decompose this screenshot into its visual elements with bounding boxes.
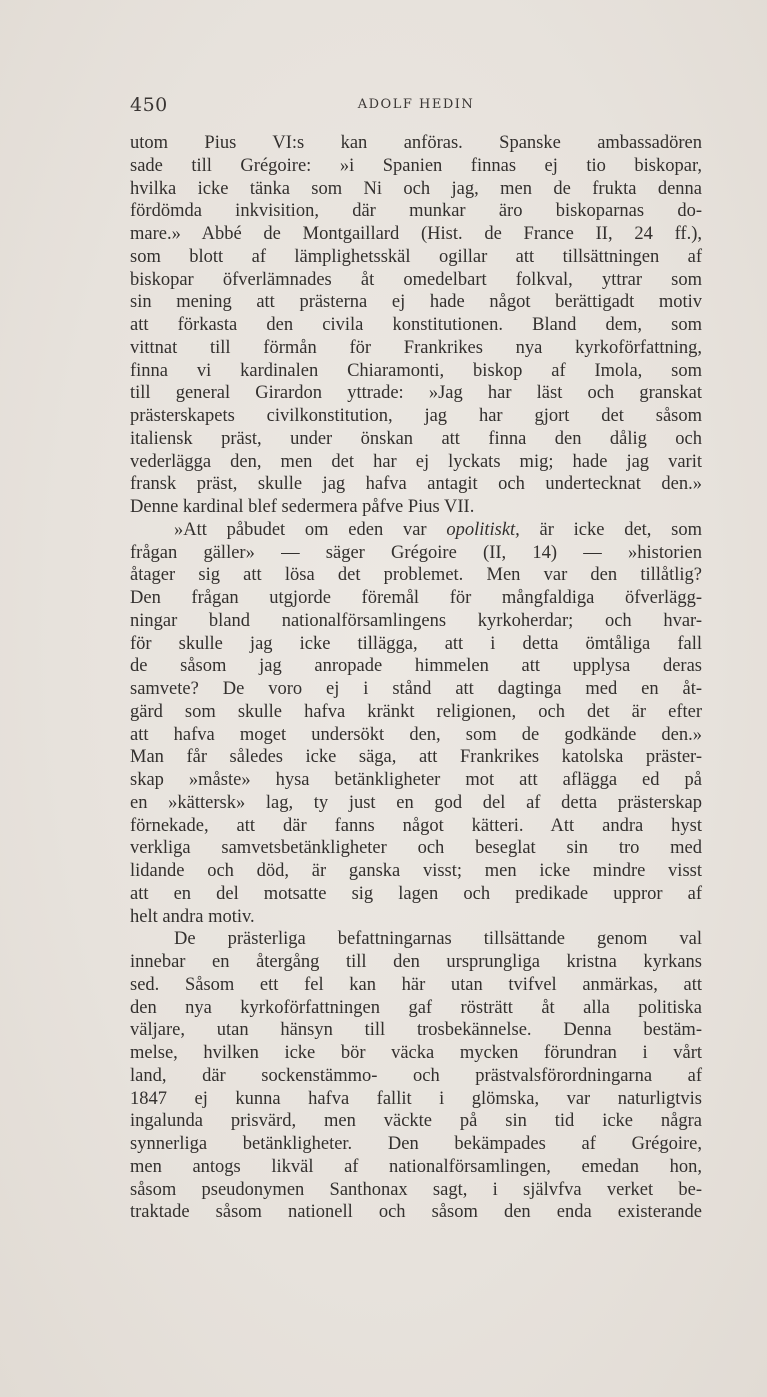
- text-line: ningar bland nationalförsamlingens kyrkoherdar; och hvar-: [130, 610, 702, 631]
- text-line: utom Pius VI:s kan anföras. Spanske ambassadören: [130, 133, 702, 153]
- text-line: samvete? De voro ej i stånd att dagtinga med en åt-: [130, 679, 702, 699]
- text-line: mare.» Abbé de Montgaillard (Hist. de France II, 24 ff.),: [130, 224, 702, 244]
- text-line: som blott af lämplighetsskäl ogillar att tillsättningen af: [130, 246, 702, 267]
- text-line: att en del motsatte sig lagen och predikade uppror af: [130, 883, 702, 904]
- text-line: melse, hvilken icke bör väcka mycken förundran i vårt: [130, 1043, 702, 1063]
- text-line: väljare, utan hänsyn till trosbekännelse. Denna bestäm-: [130, 1020, 702, 1041]
- text-line: Denne kardinal blef sedermera påfve Pius VII.: [130, 497, 475, 517]
- text-line: förnekade, att där fanns något kätteri. Att andra hyst: [130, 815, 702, 836]
- text-line: lidande och död, är ganska visst; men icke mindre visst: [130, 861, 702, 881]
- text-line: synnerliga betänkligheter. Den bekämpades af Grégoire,: [130, 1134, 702, 1154]
- page-number: 450: [130, 94, 168, 116]
- text-line: sin mening att prästerna ej hade något berättigadt motiv: [130, 292, 702, 313]
- page-header: [130, 94, 702, 118]
- text-line: traktade såsom nationell och såsom den enda existerande: [130, 1202, 702, 1223]
- text-line: till general Girardon yttrade: »Jag har läst och granskat: [130, 383, 702, 404]
- text-line: innebar en återgång till den ursprungliga kristna kyrkans: [130, 952, 702, 972]
- text-line: de såsom jag anropade himmelen att upplysa deras: [130, 656, 702, 677]
- text-line: »Att påbudet om eden var opolitiskt, är icke det, som: [174, 519, 702, 540]
- text-line: frågan gäller» — säger Grégoire (II, 14) — »historien: [130, 542, 702, 563]
- text-line: en »kättersk» lag, ty just en god del af detta prästerskap: [130, 792, 702, 813]
- text-line: sed. Såsom ett fel kan här utan tvifvel anmärkas, att: [130, 974, 702, 995]
- text-line: sade till Grégoire: »i Spanien finnas ej tio biskopar,: [130, 155, 702, 176]
- text-line: helt andra motiv.: [130, 906, 255, 927]
- text-line: finna vi kardinalen Chiaramonti, biskop af Imola, som: [130, 360, 702, 381]
- text-line: prästerskapets civilkonstitution, jag har gjort det såsom: [130, 406, 702, 426]
- text-line: De prästerliga befattningarnas tillsättande genom val: [174, 929, 702, 950]
- text-line: för skulle jag icke tillägga, att i detta ömtåliga fall: [130, 633, 702, 654]
- text-line: verkliga samvetsbetänkligheter och beseglat sin tro med: [130, 838, 702, 859]
- text-line: såsom pseudonymen Santhonax sagt, i självfva verket be-: [130, 1179, 702, 1200]
- text-line: men antogs likväl af nationalförsamlingen, emedan hon,: [130, 1156, 702, 1177]
- text-line: skap »måste» hysa betänkligheter mot att aflägga ed på: [130, 770, 702, 790]
- text-line: 1847 ej kunna hafva fallit i glömska, var naturligtvis: [130, 1088, 702, 1109]
- text-line: att hafva moget undersökt den, som de godkände den.»: [130, 724, 702, 745]
- text-line: ingalunda prisvärd, men väckte på sin tid icke några: [130, 1111, 702, 1132]
- text-line: åtager sig att lösa det problemet. Men var den tillåtlig?: [130, 565, 702, 586]
- text-line: Man får således icke säga, att Frankrikes katolska präster-: [130, 747, 702, 768]
- running-title: ADOLF HEDIN: [357, 97, 475, 112]
- text-line: fördömda inkvisition, där munkar äro biskoparnas do-: [130, 201, 702, 222]
- text-line: hvilka icke tänka som Ni och jag, men de frukta denna: [130, 178, 702, 199]
- text-line: vittnat till förmån för Frankrikes nya kyrkoförfattning,: [130, 337, 702, 358]
- text-line: vederlägga den, men det har ej lyckats mig; hade jag varit: [130, 451, 702, 472]
- text-line: fransk präst, skulle jag hafva antagit och undertecknat den.»: [130, 474, 702, 495]
- text-line: italiensk präst, under önskan att finna den dålig och: [130, 428, 702, 449]
- body-text: [130, 132, 702, 1224]
- text-line: biskopar öfverlämnades åt omedelbart folkval, yttrar som: [130, 269, 702, 290]
- text-line: Den frågan utgjorde föremål för mångfaldiga öfverlägg-: [130, 588, 702, 608]
- text-line: den nya kyrkoförfattningen gaf rösträtt åt alla politiska: [130, 997, 702, 1018]
- text-line: land, där sockenstämmo- och prästvalsförordningarna af: [130, 1065, 702, 1086]
- text-line: att förkasta den civila konstitutionen. Bland dem, som: [130, 315, 702, 335]
- italic-word: opolitiskt,: [446, 519, 520, 540]
- text-line: gärd som skulle hafva kränkt religionen, och det är efter: [130, 701, 702, 722]
